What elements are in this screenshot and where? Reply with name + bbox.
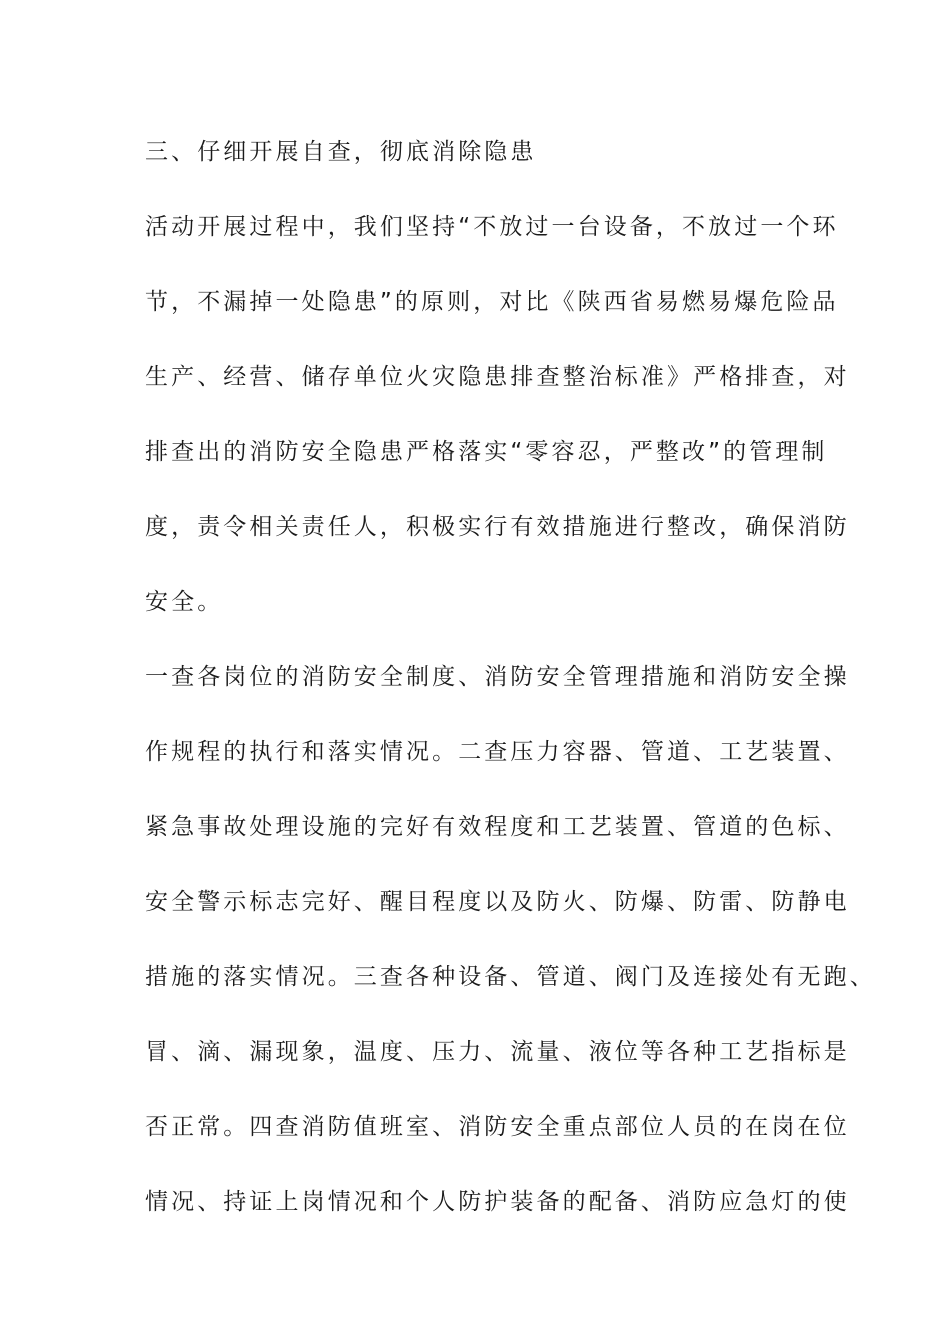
paragraph-2-line-7: 否正常。四查消防值班室、消防安全重点部位人员的在岗在位 — [145, 1114, 850, 1140]
paragraph-1-line-2: 节，不漏掉一处隐患”的原则，对比《陕西省易燃易爆危险品 — [145, 289, 839, 315]
paragraph-1-line-4: 排查出的消防安全隐患严格落实“零容忍，严整改”的管理制 — [145, 439, 828, 465]
paragraph-1-line-6: 安全。 — [145, 589, 224, 615]
paragraph-2-line-3: 紧急事故处理设施的完好有效程度和工艺装置、管道的色标、 — [145, 814, 850, 840]
paragraph-2-line-6: 冒、滴、漏现象，温度、压力、流量、液位等各种工艺指标是 — [145, 1039, 850, 1065]
paragraph-1-line-5: 度，责令相关责任人，积极实行有效措施进行整改，确保消防 — [145, 514, 850, 540]
paragraph-2-line-2: 作规程的执行和落实情况。二查压力容器、管道、工艺装置、 — [145, 739, 850, 765]
paragraph-1-line-1: 活动开展过程中，我们坚持“不放过一台设备，不放过一个环 — [145, 214, 839, 240]
paragraph-2-line-5: 措施的落实情况。三查各种设备、管道、阀门及连接处有无跑、 — [145, 964, 876, 990]
paragraph-2-line-4: 安全警示标志完好、醒目程度以及防火、防爆、防雷、防静电 — [145, 889, 850, 915]
paragraph-2-line-1: 一查各岗位的消防安全制度、消防安全管理措施和消防安全操 — [145, 664, 850, 690]
paragraph-1-line-3: 生产、经营、储存单位火灾隐患排查整治标准》严格排查，对 — [145, 364, 850, 390]
paragraph-2-line-8: 情况、持证上岗情况和个人防护装备的配备、消防应急灯的使 — [145, 1189, 850, 1215]
section-heading: 三、仔细开展自查，彻底消除隐患 — [145, 139, 537, 165]
